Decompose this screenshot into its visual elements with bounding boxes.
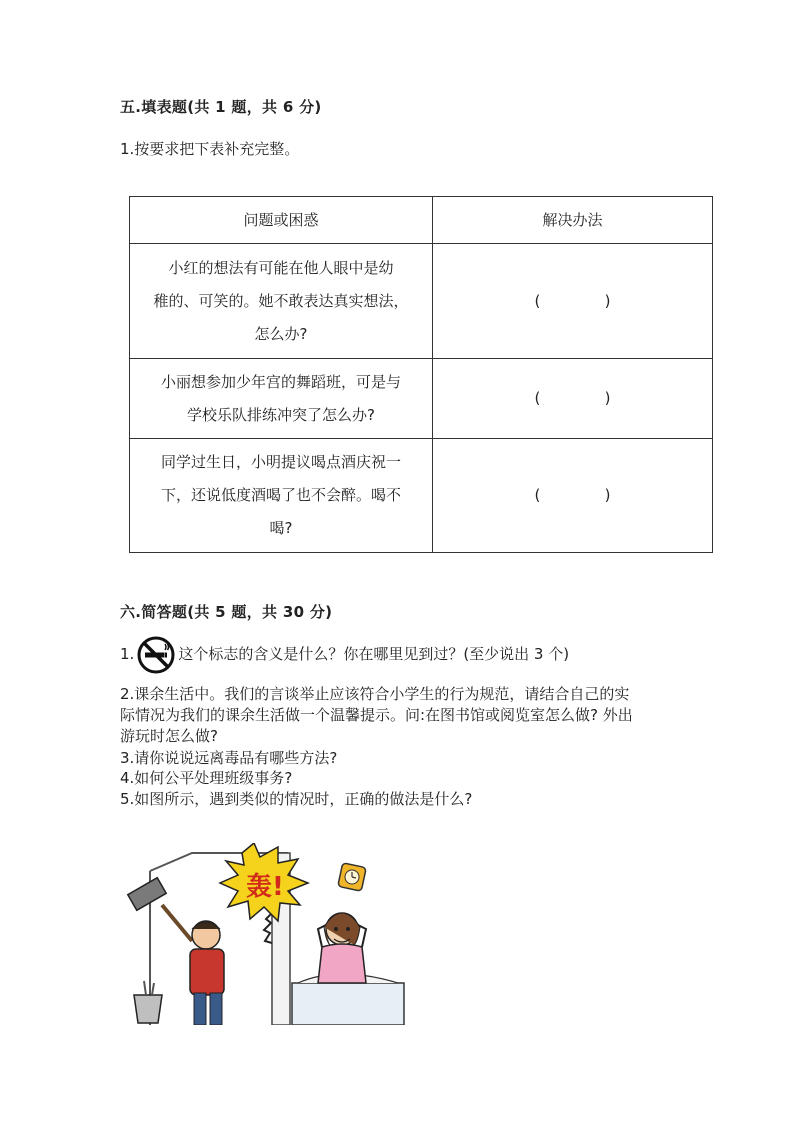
table-cell-answer[interactable] [433, 439, 713, 553]
open-paren: ( [534, 486, 541, 504]
noise-text: 轰! [246, 872, 284, 902]
problem-line: 学校乐队排练冲突了怎么办? [187, 405, 375, 424]
close-paren: ) [604, 291, 611, 310]
problem-line: 怎么办? [254, 324, 308, 343]
close-paren: ) [604, 389, 611, 407]
fill-table [129, 196, 713, 553]
section5-question: 1.按要求把下表补充完整。 [120, 140, 300, 158]
table-header-row [130, 197, 713, 244]
close-paren: ) [604, 486, 611, 504]
table-row [130, 439, 713, 553]
open-paren: ( [534, 291, 541, 310]
table-cell-problem [130, 359, 433, 439]
answer-blank[interactable] [535, 285, 611, 318]
question-1-number: 1. [120, 645, 135, 663]
open-paren: ( [534, 389, 541, 407]
question-5: 5.如图所示，遇到类似的情况时，正确的做法是什么? [120, 790, 473, 808]
question-4: 4.如何公平处理班级事务? [120, 769, 293, 787]
table-cell-problem [130, 244, 433, 359]
problem-line: 下，还说低度酒喝了也不会醉。喝不 [160, 486, 401, 504]
bed [292, 983, 404, 1025]
no-smoking-icon [136, 635, 176, 675]
table-cell-problem [130, 439, 433, 553]
section5-title: 五.填表题(共 1 题，共 6 分) [120, 98, 322, 116]
question-1-text: 这个标志的含义是什么？你在哪里见到过？(至少说出 3 个) [178, 645, 570, 663]
question-1 [120, 634, 569, 675]
table-row [130, 359, 713, 439]
noisy-neighbor-illustration [122, 843, 406, 1025]
problem-line: 稚的、可笑的。她不敢表达真实想法， [153, 291, 409, 310]
answer-blank[interactable] [535, 382, 611, 415]
table-row [130, 244, 713, 359]
paint-bucket [134, 995, 162, 1023]
answer-blank[interactable] [535, 479, 611, 512]
question-2-line: 际情况为我们的课余生活做一个温馨提示。问:在图书馆或阅览室怎么做? 外出 [120, 706, 633, 724]
problem-line: 小丽想参加少年宫的舞蹈班，可是与 [160, 372, 401, 391]
question-2-line: 2.课余生活中。我们的言谈举止应该符合小学生的行为规范，请结合自己的实 [120, 685, 630, 703]
table-header-problem: 问题或困惑 [130, 197, 433, 244]
question-2 [120, 684, 633, 747]
woman-shirt [318, 944, 366, 983]
problem-line: 同学过生日，小明提议喝点酒庆祝一 [160, 453, 401, 471]
wall-crack [264, 913, 272, 943]
table-cell-answer[interactable] [433, 244, 713, 359]
table-cell-answer[interactable] [433, 359, 713, 439]
question-2-line: 游玩时怎么做? [120, 727, 218, 745]
hammer-handle [162, 905, 192, 941]
illustration-svg [122, 843, 406, 1025]
problem-line: 喝? [269, 519, 293, 537]
man-shirt [190, 949, 224, 995]
hammer-head [128, 878, 166, 911]
problem-line: 小红的想法有可能在他人眼中是幼 [168, 258, 394, 277]
question-3: 3.请你说说远离毒品有哪些方法? [120, 749, 338, 767]
section6-title: 六.简答题(共 5 题，共 30 分) [120, 603, 333, 621]
table-header-solution: 解决办法 [433, 197, 713, 244]
